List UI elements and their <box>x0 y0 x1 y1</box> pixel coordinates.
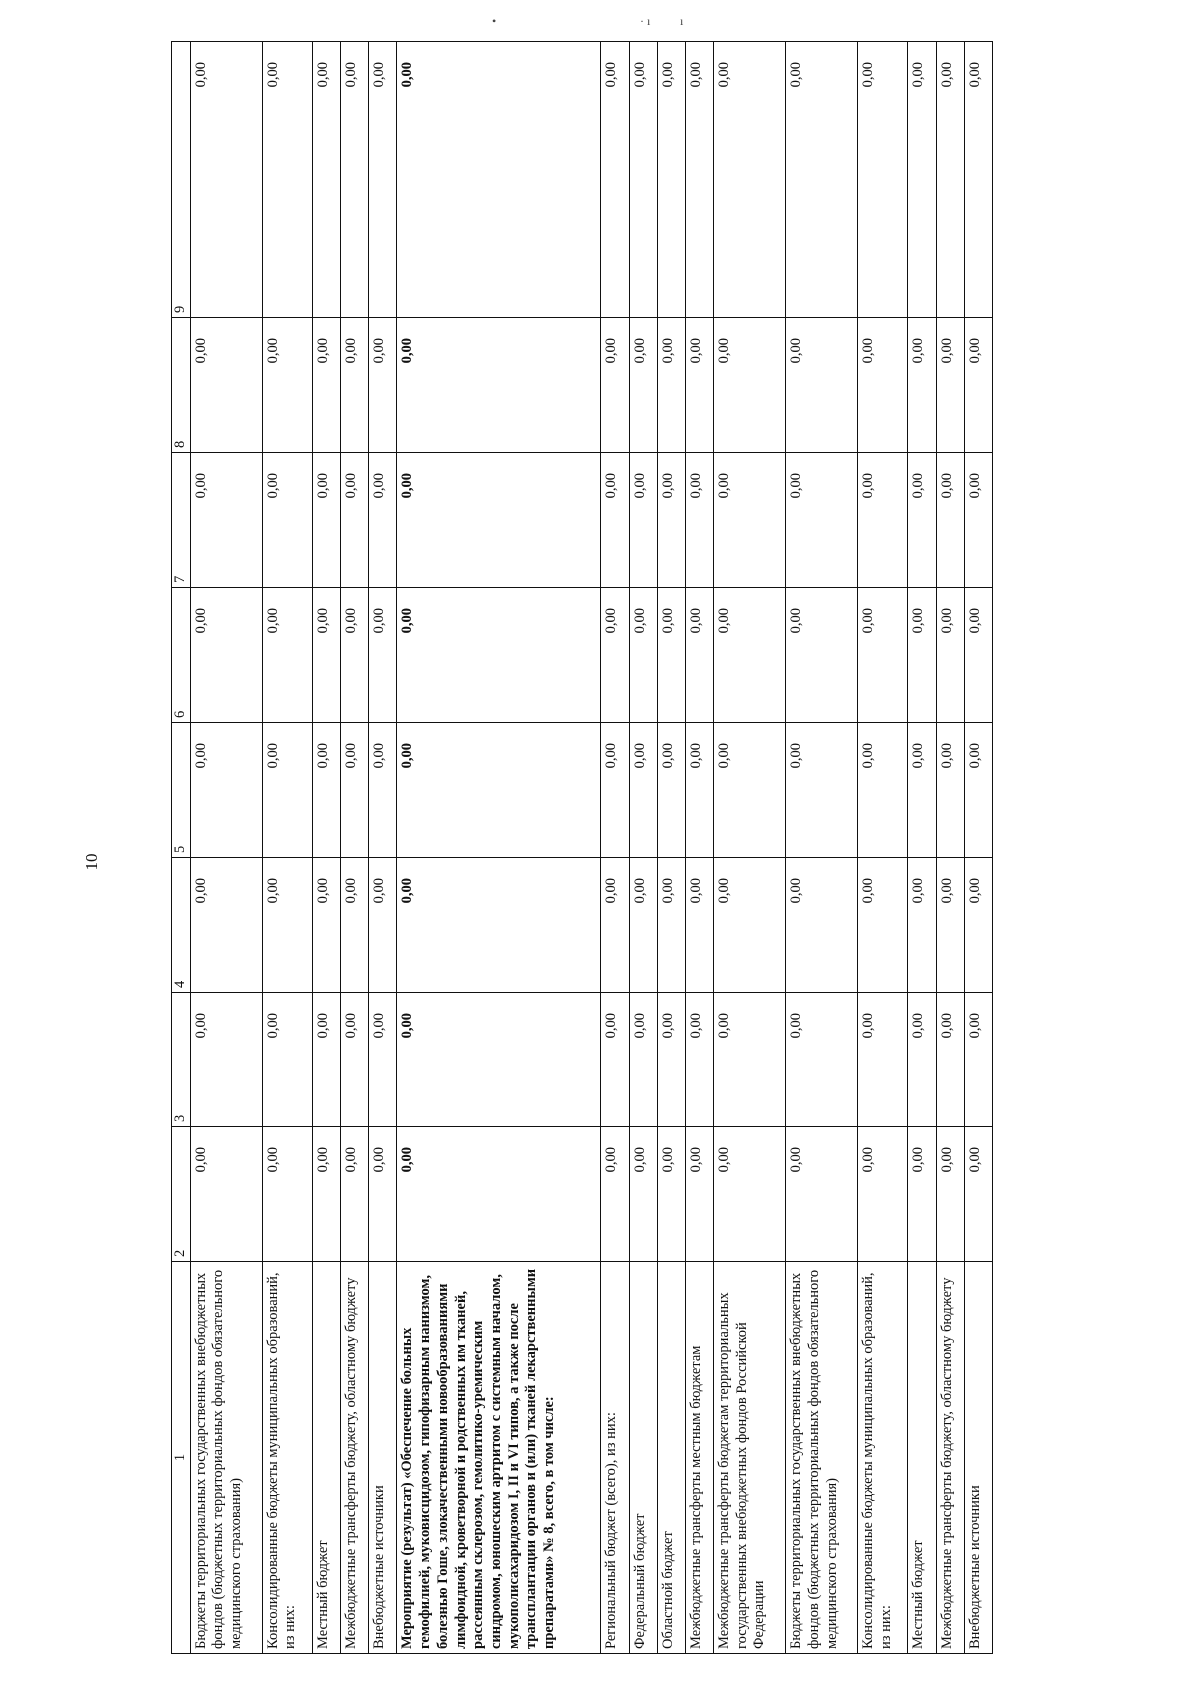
row-label: Внебюджетные источники <box>964 1262 992 1654</box>
value-cell: 0,00 <box>369 453 397 588</box>
value-cell: 0,00 <box>714 723 786 858</box>
column-header: 6 <box>172 588 191 723</box>
value-cell: 0,00 <box>786 1127 858 1262</box>
value-cell: 0,00 <box>262 723 312 858</box>
row-label: Бюджеты территориальных государственных внебюджетных фондов (бюджетных территориальных фондов обязательного медицинского страхования) <box>190 1262 262 1654</box>
table-row <box>262 42 312 1654</box>
value-cell: 0,00 <box>629 993 657 1127</box>
value-cell: 0,00 <box>964 723 992 858</box>
row-label: Консолидированные бюджеты муниципальных образований, из них: <box>262 1262 312 1654</box>
value-cell: 0,00 <box>312 993 340 1127</box>
table-row <box>629 42 657 1654</box>
value-cell: 0,00 <box>714 42 786 318</box>
value-cell: 0,00 <box>397 1127 601 1262</box>
value-cell: 0,00 <box>714 1127 786 1262</box>
value-cell: 0,00 <box>685 42 713 318</box>
table-row <box>190 42 262 1654</box>
value-cell: 0,00 <box>397 858 601 993</box>
budget-table <box>171 41 993 1654</box>
column-header: 5 <box>172 723 191 858</box>
value-cell: 0,00 <box>312 453 340 588</box>
row-label: Мероприятие (результат) «Обеспечение больных гемофилией, муковисцидозом, гипофизарным нанизмом, болезнью Гоше, злокачественными новообразованиями лимфоидной, кроветворной и родственных им тканей, рассеянным склерозом, гемолитико-уремическим синдромом, юношеским артритом с системным началом, мукополисахаридозом I, II и VI типов, а также после трансплантации органов и (или) тканей лекарственными препаратами» № 8, всего, в том числе: <box>397 1262 601 1654</box>
row-label: Межбюджетные трансферты бюджету, областному бюджету <box>341 1262 369 1654</box>
value-cell: 0,00 <box>657 453 685 588</box>
scan-mark: · ı <box>640 14 651 28</box>
column-header: 2 <box>172 1127 191 1262</box>
value-cell: 0,00 <box>936 723 964 858</box>
value-cell: 0,00 <box>786 858 858 993</box>
value-cell: 0,00 <box>858 1127 908 1262</box>
value-cell: 0,00 <box>312 588 340 723</box>
value-cell: 0,00 <box>369 723 397 858</box>
row-label: Межбюджетные трансферты бюджетам территориальных государственных внебюджетных фондов Российской Федерации <box>714 1262 786 1654</box>
value-cell: 0,00 <box>657 42 685 318</box>
value-cell: 0,00 <box>786 42 858 318</box>
value-cell: 0,00 <box>369 858 397 993</box>
row-label: Консолидированные бюджеты муниципальных образований, из них: <box>858 1262 908 1654</box>
row-label: Региональный бюджет (всего), из них: <box>601 1262 629 1654</box>
row-label: Областной бюджет <box>657 1262 685 1654</box>
value-cell: 0,00 <box>629 318 657 453</box>
table-row <box>714 42 786 1654</box>
value-cell: 0,00 <box>858 453 908 588</box>
value-cell: 0,00 <box>629 858 657 993</box>
value-cell: 0,00 <box>341 858 369 993</box>
column-header: 9 <box>172 42 191 318</box>
value-cell: 0,00 <box>341 318 369 453</box>
value-cell: 0,00 <box>369 1127 397 1262</box>
value-cell: 0,00 <box>908 588 936 723</box>
value-cell: 0,00 <box>262 42 312 318</box>
value-cell: 0,00 <box>657 318 685 453</box>
value-cell: 0,00 <box>601 1127 629 1262</box>
value-cell: 0,00 <box>786 318 858 453</box>
value-cell: 0,00 <box>601 858 629 993</box>
value-cell: 0,00 <box>369 318 397 453</box>
value-cell: 0,00 <box>657 588 685 723</box>
value-cell: 0,00 <box>714 453 786 588</box>
value-cell: 0,00 <box>629 453 657 588</box>
value-cell: 0,00 <box>397 993 601 1127</box>
value-cell: 0,00 <box>262 453 312 588</box>
table-row <box>397 42 601 1654</box>
value-cell: 0,00 <box>657 858 685 993</box>
value-cell: 0,00 <box>341 1127 369 1262</box>
value-cell: 0,00 <box>786 993 858 1127</box>
table-row <box>312 42 340 1654</box>
value-cell: 0,00 <box>397 42 601 318</box>
value-cell: 0,00 <box>685 318 713 453</box>
value-cell: 0,00 <box>858 42 908 318</box>
value-cell: 0,00 <box>629 1127 657 1262</box>
table-row <box>964 42 992 1654</box>
value-cell: 0,00 <box>312 1127 340 1262</box>
value-cell: 0,00 <box>657 993 685 1127</box>
table-row <box>601 42 629 1654</box>
value-cell: 0,00 <box>936 1127 964 1262</box>
value-cell: 0,00 <box>936 993 964 1127</box>
value-cell: 0,00 <box>262 588 312 723</box>
value-cell: 0,00 <box>312 858 340 993</box>
value-cell: 0,00 <box>714 588 786 723</box>
scan-mark: • <box>492 14 497 28</box>
value-cell: 0,00 <box>685 453 713 588</box>
value-cell: 0,00 <box>341 588 369 723</box>
table-row <box>657 42 685 1654</box>
value-cell: 0,00 <box>369 42 397 318</box>
value-cell: 0,00 <box>312 723 340 858</box>
rotated-table-wrapper <box>171 42 993 1654</box>
value-cell: 0,00 <box>685 858 713 993</box>
value-cell: 0,00 <box>858 723 908 858</box>
value-cell: 0,00 <box>714 318 786 453</box>
value-cell: 0,00 <box>369 993 397 1127</box>
value-cell: 0,00 <box>908 318 936 453</box>
value-cell: 0,00 <box>190 588 262 723</box>
value-cell: 0,00 <box>397 723 601 858</box>
value-cell: 0,00 <box>786 723 858 858</box>
value-cell: 0,00 <box>190 993 262 1127</box>
value-cell: 0,00 <box>714 858 786 993</box>
value-cell: 0,00 <box>397 318 601 453</box>
table-row <box>369 42 397 1654</box>
value-cell: 0,00 <box>262 993 312 1127</box>
value-cell: 0,00 <box>936 858 964 993</box>
value-cell: 0,00 <box>190 42 262 318</box>
value-cell: 0,00 <box>190 858 262 993</box>
row-label: Местный бюджет <box>908 1262 936 1654</box>
value-cell: 0,00 <box>601 723 629 858</box>
value-cell: 0,00 <box>936 453 964 588</box>
value-cell: 0,00 <box>964 588 992 723</box>
table-row <box>685 42 713 1654</box>
table-header-row <box>172 42 191 1654</box>
value-cell: 0,00 <box>786 453 858 588</box>
value-cell: 0,00 <box>936 318 964 453</box>
value-cell: 0,00 <box>190 453 262 588</box>
scan-mark: ı <box>680 14 684 28</box>
value-cell: 0,00 <box>908 858 936 993</box>
value-cell: 0,00 <box>786 588 858 723</box>
value-cell: 0,00 <box>262 318 312 453</box>
value-cell: 0,00 <box>601 993 629 1127</box>
value-cell: 0,00 <box>657 1127 685 1262</box>
row-label: Внебюджетные источники <box>369 1262 397 1654</box>
table-body <box>190 42 992 1654</box>
column-header: 7 <box>172 453 191 588</box>
value-cell: 0,00 <box>312 318 340 453</box>
value-cell: 0,00 <box>190 1127 262 1262</box>
column-header: 1 <box>172 1262 191 1654</box>
value-cell: 0,00 <box>964 858 992 993</box>
value-cell: 0,00 <box>629 42 657 318</box>
value-cell: 0,00 <box>629 588 657 723</box>
value-cell: 0,00 <box>341 993 369 1127</box>
table-row <box>858 42 908 1654</box>
value-cell: 0,00 <box>964 42 992 318</box>
row-label: Межбюджетные трансферты бюджету, областному бюджету <box>936 1262 964 1654</box>
value-cell: 0,00 <box>601 42 629 318</box>
value-cell: 0,00 <box>341 453 369 588</box>
value-cell: 0,00 <box>629 723 657 858</box>
value-cell: 0,00 <box>908 42 936 318</box>
value-cell: 0,00 <box>964 318 992 453</box>
value-cell: 0,00 <box>964 453 992 588</box>
table-row <box>908 42 936 1654</box>
value-cell: 0,00 <box>685 993 713 1127</box>
value-cell: 0,00 <box>601 318 629 453</box>
page-number: 10 <box>82 853 101 871</box>
value-cell: 0,00 <box>964 1127 992 1262</box>
row-label: Бюджеты территориальных государственных внебюджетных фондов (бюджетных территориальных фондов обязательного медицинского страхования) <box>786 1262 858 1654</box>
value-cell: 0,00 <box>190 318 262 453</box>
row-label: Федеральный бюджет <box>629 1262 657 1654</box>
value-cell: 0,00 <box>858 993 908 1127</box>
value-cell: 0,00 <box>601 453 629 588</box>
value-cell: 0,00 <box>397 588 601 723</box>
value-cell: 0,00 <box>964 993 992 1127</box>
value-cell: 0,00 <box>262 1127 312 1262</box>
value-cell: 0,00 <box>908 453 936 588</box>
value-cell: 0,00 <box>936 42 964 318</box>
value-cell: 0,00 <box>601 588 629 723</box>
table-row <box>936 42 964 1654</box>
table-row <box>341 42 369 1654</box>
value-cell: 0,00 <box>369 588 397 723</box>
value-cell: 0,00 <box>341 42 369 318</box>
row-label: Местный бюджет <box>312 1262 340 1654</box>
value-cell: 0,00 <box>685 588 713 723</box>
value-cell: 0,00 <box>858 318 908 453</box>
column-header: 4 <box>172 858 191 993</box>
table-row <box>786 42 858 1654</box>
value-cell: 0,00 <box>685 723 713 858</box>
value-cell: 0,00 <box>858 858 908 993</box>
value-cell: 0,00 <box>312 42 340 318</box>
column-header: 8 <box>172 318 191 453</box>
value-cell: 0,00 <box>657 723 685 858</box>
value-cell: 0,00 <box>397 453 601 588</box>
row-label: Межбюджетные трансферты местным бюджетам <box>685 1262 713 1654</box>
value-cell: 0,00 <box>341 723 369 858</box>
column-header: 3 <box>172 993 191 1127</box>
value-cell: 0,00 <box>908 723 936 858</box>
value-cell: 0,00 <box>936 588 964 723</box>
value-cell: 0,00 <box>908 1127 936 1262</box>
value-cell: 0,00 <box>858 588 908 723</box>
value-cell: 0,00 <box>262 858 312 993</box>
value-cell: 0,00 <box>190 723 262 858</box>
value-cell: 0,00 <box>685 1127 713 1262</box>
value-cell: 0,00 <box>908 993 936 1127</box>
value-cell: 0,00 <box>714 993 786 1127</box>
